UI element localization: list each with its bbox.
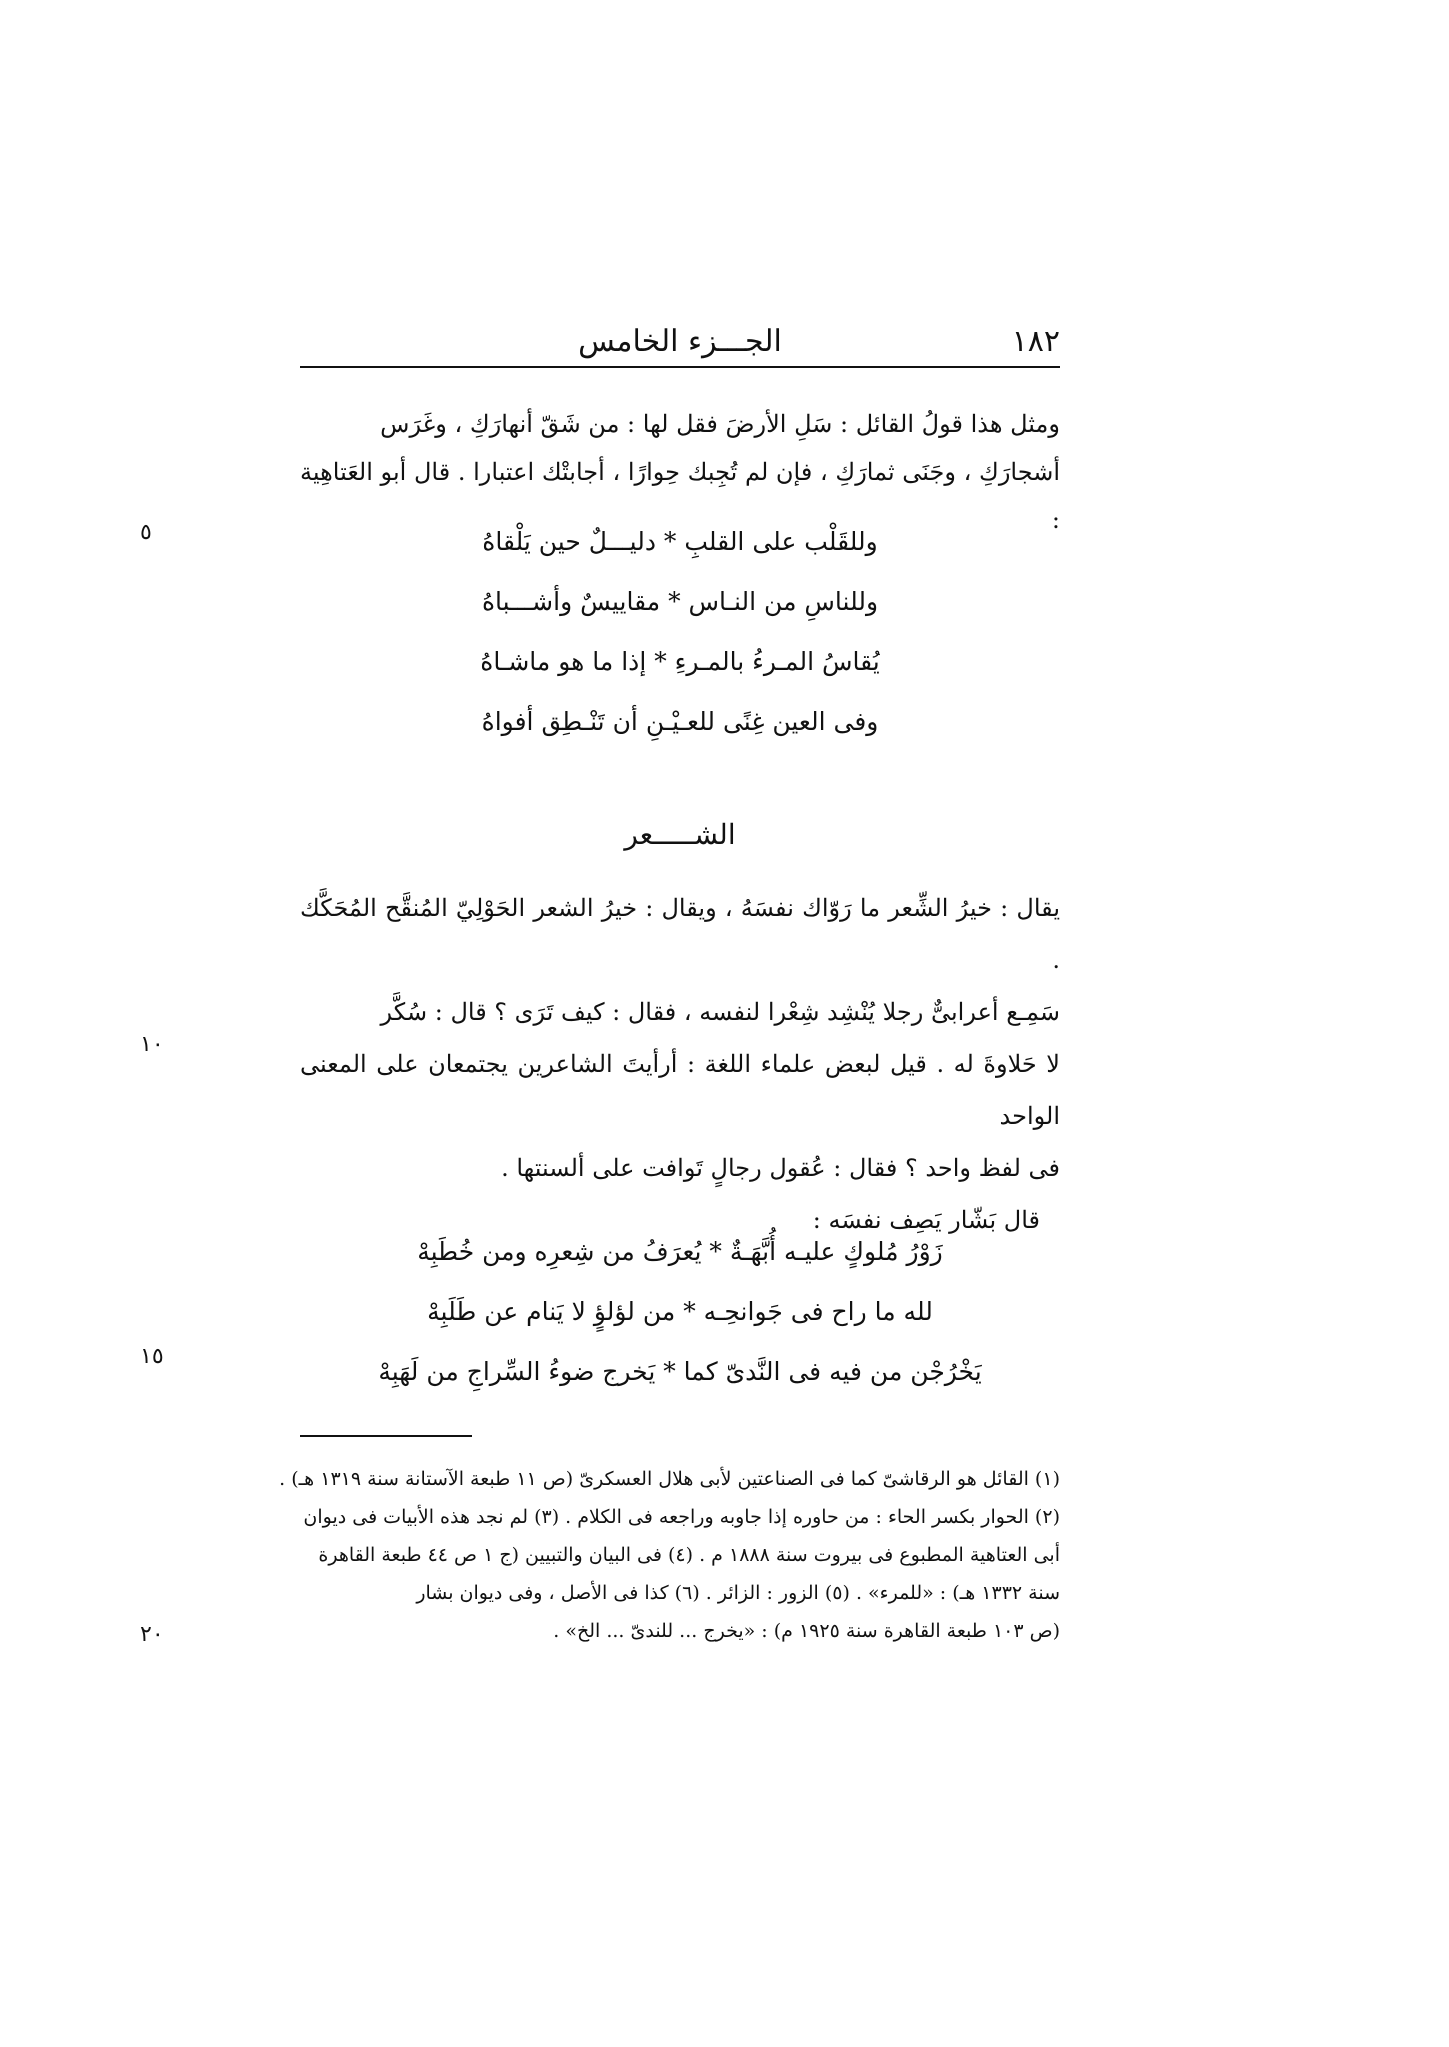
footnotes [279,1460,1060,1650]
footnote-line: سنة ١٣٣٢ هـ) : «للمرء» . (٥) الزور : الزائر . (٦) كذا فى الأصل ، وفى ديوان بشار [416,1582,1060,1604]
verse-line: وللناسِ من النـاس * مقاييسٌ وأشـــباهُ [481,587,879,616]
verse-line: يَخْرُجْن من فيه فى النَّدىّ كما * يَخرج ضوءُ السِّراجِ من لَهَبِهْ [378,1357,982,1386]
text-line: لا حَلاوةَ له . قيل لبعض علماء اللغة : أرأيتَ الشاعرين يجتمعان على المعنى الواحد [300,1050,1060,1130]
page-header [300,324,1060,364]
text-line: قال بَشّار يَصِف نفسَه : [812,1206,1040,1234]
footnote-line: (ص ١٠٣ طبعة القاهرة سنة ١٩٢٥ م) : «يخرج ... للندىّ ... الخ» . [553,1620,1060,1642]
page-number: ١٨٢ [1011,324,1060,359]
text-line: يقال : خيرُ الشِّعر ما رَوّاك نفسَهُ ، ويقال : خيرُ الشعر الحَوْلِيّ المُنقَّح المُحَكَّك . [300,894,1060,974]
poem-abu-al-atahiya [380,512,980,752]
poem-bashshar [340,1222,1020,1402]
text-line: ومثل هذا قولُ القائل : سَلِ الأرضَ فقل لها : من شَقّ أنهارَكِ ، وغَرَس [380,410,1060,438]
footnote-line: (٢) الحوار بكسر الحاء : من حاوره إذا جاوبه وراجعه فى الكلام . (٣) لم نجد هذه الأبيات فى ديوان [303,1506,1060,1528]
text-line: فى لفظ واحد ؟ فقال : عُقول رجالٍ تَوافت على ألسنتها . [501,1154,1060,1182]
text-line: أشجارَكِ ، وجَنَى ثمارَكِ ، فإن لم تُجِبك حِوارًا ، أجابتْك اعتبارا . قال أبو العَتاهِية : [300,458,1060,534]
header-rule [300,366,1060,368]
line-number: ٢٠ [140,1622,164,1647]
line-number: ٥ [140,520,152,545]
verse-line: وللقَلْب على القلبِ * دليـــلٌ حين يَلْقاهُ [482,527,878,556]
footnote-line: أبى العتاهية المطبوع فى بيروت سنة ١٨٨٨ م . (٤) فى البيان والتبيين (ج ١ ص ٤٤ طبعة القاهرة [318,1544,1060,1566]
footnote-line: (١) القائل هو الرقاشىّ كما فى الصناعتين لأبى هلال العسكرىّ (ص ١١ طبعة الآستانة سنة ١٣١٩ هـ) . [279,1468,1060,1490]
verse-line: زَوْرُ مُلوكٍ عليـه أُبَّهَـةٌ * يُعرَفُ من شِعرِه ومن خُطَبِهْ [417,1237,943,1266]
footnote-rule [300,1435,472,1437]
body-paragraph [300,882,1060,1246]
running-title: الجـــزء الخامس [578,324,782,359]
verse-line: وفى العين غِنًى للعـيْـنِ أن تَنْـطِق أفواهُ [481,707,879,736]
verse-line: لله ما راح فى جَوانحِـه * من لؤلؤٍ لا يَنام عن طَلَبِهْ [427,1297,933,1326]
section-heading: الشـــــعر [624,818,736,851]
line-number: ١٠ [140,1032,164,1057]
line-number: ١٥ [140,1344,164,1369]
verse-line: يُقاسُ المـرءُ بالمـرءِ * إذا ما هو ماشـاهُ [480,647,880,676]
text-line: سَمِـع أعرابىٌّ رجلا يُنْشِد شِعْرا لنفسه ، فقال : كيف تَرَى ؟ قال : سُكَّر [380,998,1060,1026]
